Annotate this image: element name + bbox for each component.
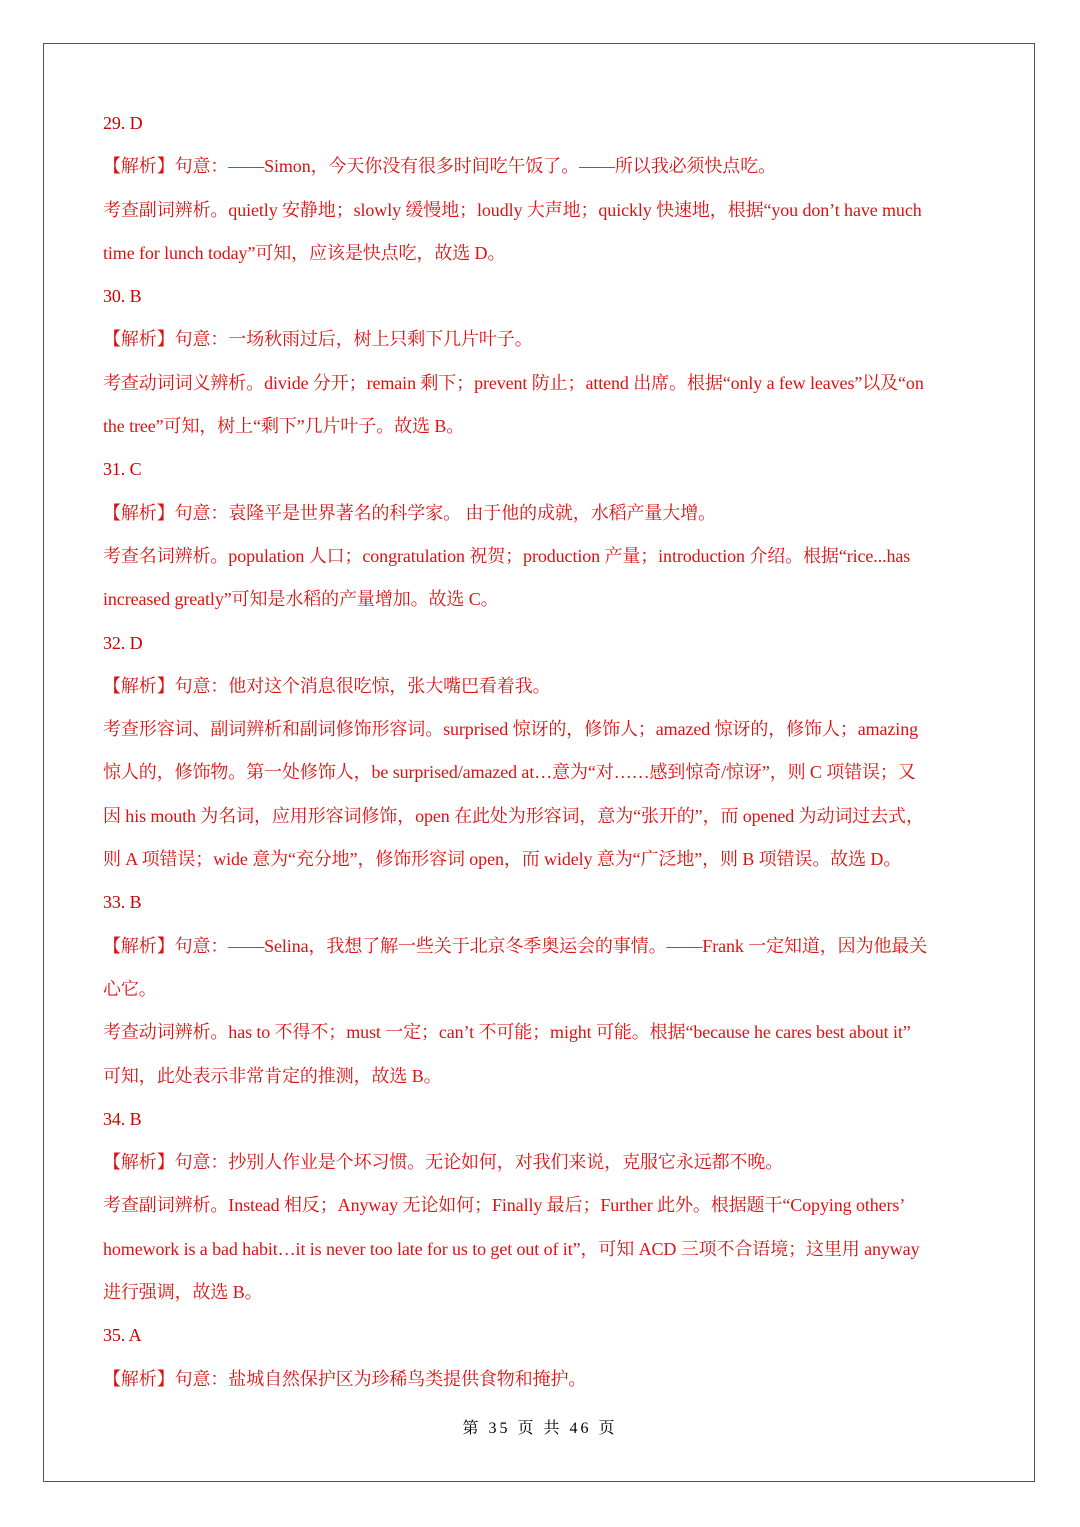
- explanation-line: 【解析】句意：抄别人作业是个坏习惯。无论如何，对我们来说，克服它永远都不晚。: [103, 1152, 784, 1173]
- answer-number: 35. A: [103, 1325, 142, 1346]
- explanation-line: 【解析】句意：——Simon，今天你没有很多时间吃午饭了。——所以我必须快点吃。: [103, 156, 777, 177]
- explanation-line: 可知，此处表示非常肯定的推测，故选 B。: [103, 1065, 442, 1086]
- explanation-line: increased greatly”可知是水稻的产量增加。故选 C。: [103, 589, 499, 610]
- explanation-line: 心它。: [103, 978, 157, 999]
- answer-number: 34. B: [103, 1108, 142, 1129]
- answer-explanations: [103, 102, 983, 1401]
- explanation-line: 考查副词辨析。quietly 安静地；slowly 缓慢地；loudly 大声地；quickly 快速地，根据“you don’t have much: [103, 199, 922, 220]
- explanation-line: 则 A 项错误；wide 意为“充分地”，修饰形容词 open，而 widely 意为“广泛地”，则 B 项错误。故选 D。: [103, 849, 902, 870]
- explanation-line: 【解析】句意：——Selina，我想了解一些关于北京冬季奥运会的事情。——Frank 一定知道，因为他最关: [103, 935, 928, 956]
- explanation-line: 考查形容词、副词辨析和副词修饰形容词。surprised 惊讶的，修饰人；amazed 惊讶的，修饰人；amazing: [103, 719, 919, 740]
- explanation-line: 考查动词词义辨析。divide 分开；remain 剩下；prevent 防止；attend 出席。根据“only a few leaves”以及“on: [103, 372, 924, 393]
- answer-number: 32. D: [103, 632, 143, 653]
- explanation-line: 考查动词辨析。has to 不得不；must 一定；can’t 不可能；might 可能。根据“because he cares best about it”: [103, 1022, 911, 1043]
- explanation-line: 进行强调，故选 B。: [103, 1282, 263, 1303]
- explanation-line: 惊人的，修饰物。第一处修饰人，be surprised/amazed at…意为“对……感到惊奇/惊讶”，则 C 项错误；又: [103, 762, 916, 783]
- explanation-line: 【解析】句意：一场秋雨过后，树上只剩下几片叶子。: [103, 329, 533, 350]
- explanation-line: 【解析】句意：他对这个消息很吃惊，张大嘴巴看着我。: [103, 675, 551, 696]
- explanation-line: the tree”可知，树上“剩下”几片叶子。故选 B。: [103, 416, 465, 437]
- page-footer: 第 35 页 共 46 页: [462, 1420, 618, 1437]
- answer-number: 33. B: [103, 892, 142, 913]
- explanation-line: 因 his mouth 为名词，应用形容词修饰，open 在此处为形容词，意为“张开的”，而 opened 为动词过去式，: [103, 805, 924, 826]
- answer-number: 31. C: [103, 459, 142, 480]
- explanation-line: 考查副词辨析。Instead 相反；Anyway 无论如何；Finally 最后；Further 此外。根据题干“Copying others’: [103, 1195, 906, 1216]
- explanation-line: 考查名词辨析。population 人口；congratulation 祝贺；production 产量；introduction 介绍。根据“rice...has: [103, 545, 911, 566]
- answer-number: 30. B: [103, 286, 142, 307]
- explanation-line: 【解析】句意：盐城自然保护区为珍稀鸟类提供食物和掩护。: [103, 1368, 587, 1389]
- explanation-line: time for lunch today”可知，应该是快点吃，故选 D。: [103, 242, 506, 263]
- explanation-line: homework is a bad habit…it is never too late for us to get out of it”，可知 ACD 三项不合语境；这里用 anyway: [103, 1238, 920, 1259]
- answer-number: 29. D: [103, 113, 143, 133]
- explanation-line: 【解析】句意：袁隆平是世界著名的科学家。 由于他的成就，水稻产量大增。: [103, 502, 716, 523]
